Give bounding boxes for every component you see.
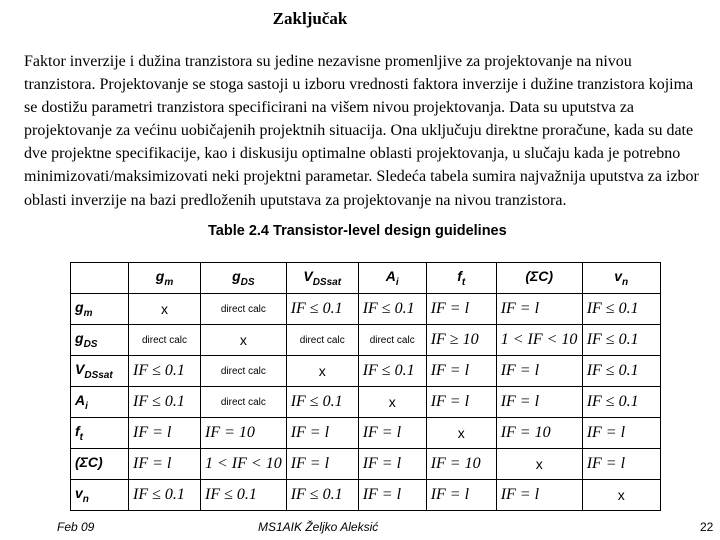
table-row — [71, 418, 661, 449]
table-cell: IF = l — [496, 480, 582, 511]
column-header — [201, 263, 287, 294]
table-cell: IF = l — [358, 480, 426, 511]
table-cell: IF = l — [286, 449, 358, 480]
symbol-base: f — [75, 423, 80, 440]
table-cell: IF = l — [129, 418, 201, 449]
table-cell: direct calc — [201, 294, 287, 325]
table-row — [71, 325, 661, 356]
symbol-base: g — [232, 268, 241, 285]
table-cell: x — [582, 480, 660, 511]
table-row — [71, 294, 661, 325]
table-cell: IF = l — [129, 449, 201, 480]
symbol-base: V — [75, 361, 85, 378]
footer-page-number: 22 — [700, 520, 714, 534]
table-cell: IF ≤ 0.1 — [129, 387, 201, 418]
row-header — [71, 294, 129, 325]
symbol-base: g — [75, 330, 84, 347]
table-cell: x — [129, 294, 201, 325]
symbol-subscript: n — [622, 276, 629, 288]
table-cell: IF ≤ 0.1 — [582, 294, 660, 325]
table-cell: x — [358, 387, 426, 418]
table-cell: IF = 10 — [426, 449, 496, 480]
table-cell: IF = 10 — [201, 418, 287, 449]
symbol-subscript: DS — [83, 338, 98, 350]
row-header — [71, 356, 129, 387]
table-cell: IF = l — [358, 449, 426, 480]
symbol-base: (ΣC) — [75, 454, 103, 471]
row-header — [71, 480, 129, 511]
table-cell: IF = l — [496, 294, 582, 325]
symbol-subscript: m — [83, 307, 93, 319]
symbol-subscript: DS — [240, 276, 255, 288]
table-cell: x — [201, 325, 287, 356]
body-paragraph: Faktor inverzije i dužina tranzistora su jedine nezavisne promenljive za projektovanje na nivou tranzistora. Projektovanje se stoga sastoji u izboru vrednosti faktora inverzije i dužine tranzistora kojima se dostižu parametri tranzistora specificirani na višem nivou projektovanja. Data su uputstva za projektovanje za većinu uobičajenih projektnih situacija. Ona uključuju direktne proračune, kada su date dve projektne specifikacije, kao i diskusiju optimalne oblasti projektovanja, u slučaju kada je potrebno minimizovati/maksimizovati neki projektni parametar. Sledeća tabela sumira najvažnija uputstva za izbor oblasti inverzije na bazi predloženih uputstava za projektovanje na nivou tranzistora. — [24, 53, 699, 209]
symbol-base: A — [75, 392, 86, 409]
table-row — [71, 480, 661, 511]
table-cell: direct calc — [129, 325, 201, 356]
table-cell: IF ≤ 0.1 — [129, 356, 201, 387]
table-cell: IF = l — [426, 294, 496, 325]
footer-date: Feb 09 — [57, 520, 95, 534]
row-header — [71, 387, 129, 418]
table-corner-cell — [71, 263, 129, 294]
symbol-subscript: m — [164, 276, 174, 288]
symbol-base: g — [155, 268, 165, 285]
table-cell: IF = l — [426, 387, 496, 418]
table-cell: IF = l — [426, 356, 496, 387]
column-header — [426, 263, 496, 294]
table-cell: IF = l — [496, 387, 582, 418]
column-header — [496, 263, 582, 294]
row-header — [71, 325, 129, 356]
table-cell: IF ≤ 0.1 — [286, 387, 358, 418]
symbol-base: (ΣC) — [525, 268, 554, 285]
symbol-subscript: DSsat — [312, 276, 342, 288]
symbol-subscript: i — [85, 400, 88, 412]
table-cell: x — [426, 418, 496, 449]
table-cell: IF = l — [286, 418, 358, 449]
table-cell: IF ≤ 0.1 — [358, 356, 426, 387]
symbol-subscript: n — [82, 493, 89, 505]
guidelines-table — [70, 262, 661, 511]
table-cell: IF = l — [426, 480, 496, 511]
row-header — [71, 449, 129, 480]
symbol-base: V — [303, 268, 313, 285]
table-cell: IF ≤ 0.1 — [582, 325, 660, 356]
symbol-base: v — [75, 485, 83, 502]
table-cell: direct calc — [201, 356, 287, 387]
table-cell: IF ≤ 0.1 — [358, 294, 426, 325]
table-row — [71, 356, 661, 387]
table-cell: 1 < IF < 10 — [496, 325, 582, 356]
table-row — [71, 387, 661, 418]
table-cell: IF ≤ 0.1 — [582, 387, 660, 418]
table-caption: Table 2.4 Transistor-level design guidelines — [208, 223, 507, 239]
table-cell: IF ≤ 0.1 — [582, 356, 660, 387]
symbol-subscript: DSsat — [84, 369, 113, 381]
symbol-subscript: t — [79, 431, 84, 443]
table-cell: IF = l — [496, 356, 582, 387]
column-header — [358, 263, 426, 294]
table-cell: direct calc — [286, 325, 358, 356]
symbol-subscript: t — [461, 276, 466, 288]
page-title: Zaključak — [272, 9, 348, 28]
table-cell: IF ≥ 10 — [426, 325, 496, 356]
table-cell: IF ≤ 0.1 — [286, 294, 358, 325]
table-cell: IF = l — [582, 449, 660, 480]
symbol-base: g — [75, 299, 84, 316]
table-cell: IF ≤ 0.1 — [286, 480, 358, 511]
table-cell: x — [496, 449, 582, 480]
symbol-base: A — [385, 268, 396, 285]
column-header — [129, 263, 201, 294]
symbol-base: v — [614, 268, 623, 285]
table-header-row — [71, 263, 661, 294]
table-row — [71, 449, 661, 480]
table-cell: IF = l — [582, 418, 660, 449]
table-cell: IF = l — [358, 418, 426, 449]
table-cell: direct calc — [201, 387, 287, 418]
table-cell: 1 < IF < 10 — [201, 449, 287, 480]
table-cell: x — [286, 356, 358, 387]
symbol-base: f — [457, 268, 462, 285]
column-header — [582, 263, 660, 294]
table-cell: IF ≤ 0.1 — [201, 480, 287, 511]
row-header — [71, 418, 129, 449]
footer-course: MS1AIK Željko Aleksić — [258, 520, 379, 534]
table-cell: IF = 10 — [496, 418, 582, 449]
symbol-subscript: i — [395, 276, 399, 288]
table-cell: direct calc — [358, 325, 426, 356]
column-header — [286, 263, 358, 294]
table-cell: IF ≤ 0.1 — [129, 480, 201, 511]
